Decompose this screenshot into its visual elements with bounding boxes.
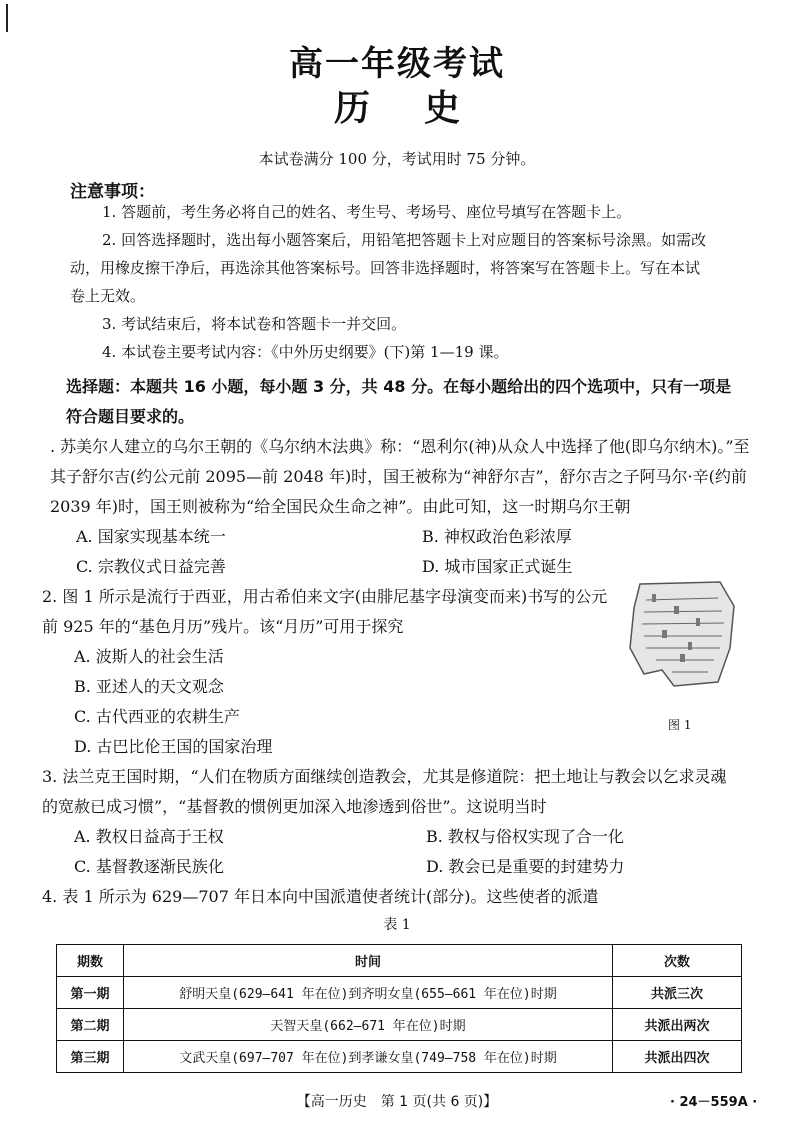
table-caption: 表 1: [383, 917, 411, 933]
option-a[interactable]: A. 教权日益高于王权: [74, 827, 224, 846]
table-cell: 第一期: [57, 977, 124, 1009]
notice-list: [70, 198, 710, 366]
table-row: [57, 1009, 742, 1041]
table-header: 次数: [613, 945, 742, 977]
option-d[interactable]: D. 古巴比伦王国的国家治理: [74, 737, 273, 756]
exam-title: 高一年级考试: [289, 44, 505, 84]
table-cell: 文武天皇(697—707 年在位)到孝谦女皇(749—758 年在位)时期: [124, 1041, 613, 1073]
exam-info: 本试卷满分 100 分，考试用时 75 分钟。: [258, 150, 536, 168]
option-a[interactable]: A. 国家实现基本统一: [76, 527, 226, 546]
table-row: [57, 1041, 742, 1073]
table-cell: 共派三次: [613, 977, 742, 1009]
notice-item: 2. 回答选择题时，选出每小题答案后，用铅笔把答题卡上对应题目的答案标号涂黑。如需改动，用橡皮擦干净后，再选涂其他答案标号。回答非选择题时，将答案写在答题卡上。写在本试卷上无效。: [70, 231, 707, 305]
table-cell: 第二期: [57, 1009, 124, 1041]
gezer-calendar-image: [622, 578, 742, 688]
envoy-table: [56, 944, 742, 1073]
table-row: [57, 977, 742, 1009]
question-stem: . 苏美尔人建立的乌尔王朝的《乌尔纳木法典》称：“恩利尔(神)从众人中选择了他(即乌尔纳木)。”至其子舒尔吉(约公元前 2095—前 2048 年)时，国王被称为“神舒尔吉”，舒尔吉之子阿马尔·辛(约前 2039 年)时，国王则被称为“给全国民众生命之神”。由此可知，这一时期乌尔王朝: [50, 437, 750, 516]
table-header: 时间: [124, 945, 613, 977]
question-1: [50, 432, 750, 582]
option-d[interactable]: D. 教会已是重要的封建势力: [426, 857, 625, 876]
question-stem: 3. 法兰克王国时期，“人们在物质方面继续创造教会，尤其是修道院：把土地让与教会以乞求灵魂的宽赦已成习惯”，“基督教的惯例更加深入地渗透到俗世”。这说明当时: [42, 767, 727, 816]
option-c[interactable]: C. 古代西亚的农耕生产: [74, 707, 240, 726]
question-2: [42, 582, 622, 762]
table-cell: 共派出两次: [613, 1009, 742, 1041]
option-c[interactable]: C. 基督教逐渐民族化: [74, 857, 224, 876]
option-b[interactable]: B. 教权与俗权实现了合一化: [426, 827, 624, 846]
option-b[interactable]: B. 亚述人的天文观念: [74, 677, 224, 696]
table-cell: 第三期: [57, 1041, 124, 1073]
question-stem: 4. 表 1 所示为 629—707 年日本向中国派遣使者统计(部分)。这些使者的派遣: [42, 887, 599, 906]
section-heading: 选择题：本题共 16 小题，每小题 3 分，共 48 分。在每小题给出的四个选项中，只有一项是符合题目要求的。: [66, 377, 732, 426]
margin-mark: [6, 4, 8, 32]
table-cell: 共派出四次: [613, 1041, 742, 1073]
paper-code: · 24－559A ·: [670, 1095, 758, 1110]
figure-caption: 图 1: [668, 718, 692, 732]
subject-title: 历史: [333, 88, 514, 129]
notice-item: 3. 考试结束后，将本试卷和答题卡一并交回。: [102, 315, 407, 333]
question-4: [42, 882, 742, 912]
option-d[interactable]: D. 城市国家正式诞生: [422, 557, 573, 576]
notice-heading: 注意事项：: [70, 182, 155, 202]
question-3: [42, 762, 742, 882]
option-c[interactable]: C. 宗教仪式日益完善: [76, 557, 226, 576]
table-cell: 舒明天皇(629—641 年在位)到齐明女皇(655—661 年在位)时期: [124, 977, 613, 1009]
table-cell: 天智天皇(662—671 年在位)时期: [124, 1009, 613, 1041]
option-a[interactable]: A. 波斯人的社会生活: [74, 647, 224, 666]
option-b[interactable]: B. 神权政治色彩浓厚: [422, 527, 572, 546]
question-stem: 2. 图 1 所示是流行于西亚，用古希伯来文字(由腓尼基字母演变而来)书写的公元前 925 年的“基色月历”残片。该“月历”可用于探究: [42, 587, 608, 636]
notice-item: 1. 答题前，考生务必将自己的姓名、考生号、考场号、座位号填写在答题卡上。: [102, 203, 632, 221]
table-header-row: [57, 945, 742, 977]
page-footer: 【高一历史 第 1 页(共 6 页)】: [296, 1094, 498, 1110]
table-header: 期数: [57, 945, 124, 977]
notice-item: 4. 本试卷主要考试内容：《中外历史纲要》(下)第 1—19 课。: [102, 343, 509, 361]
